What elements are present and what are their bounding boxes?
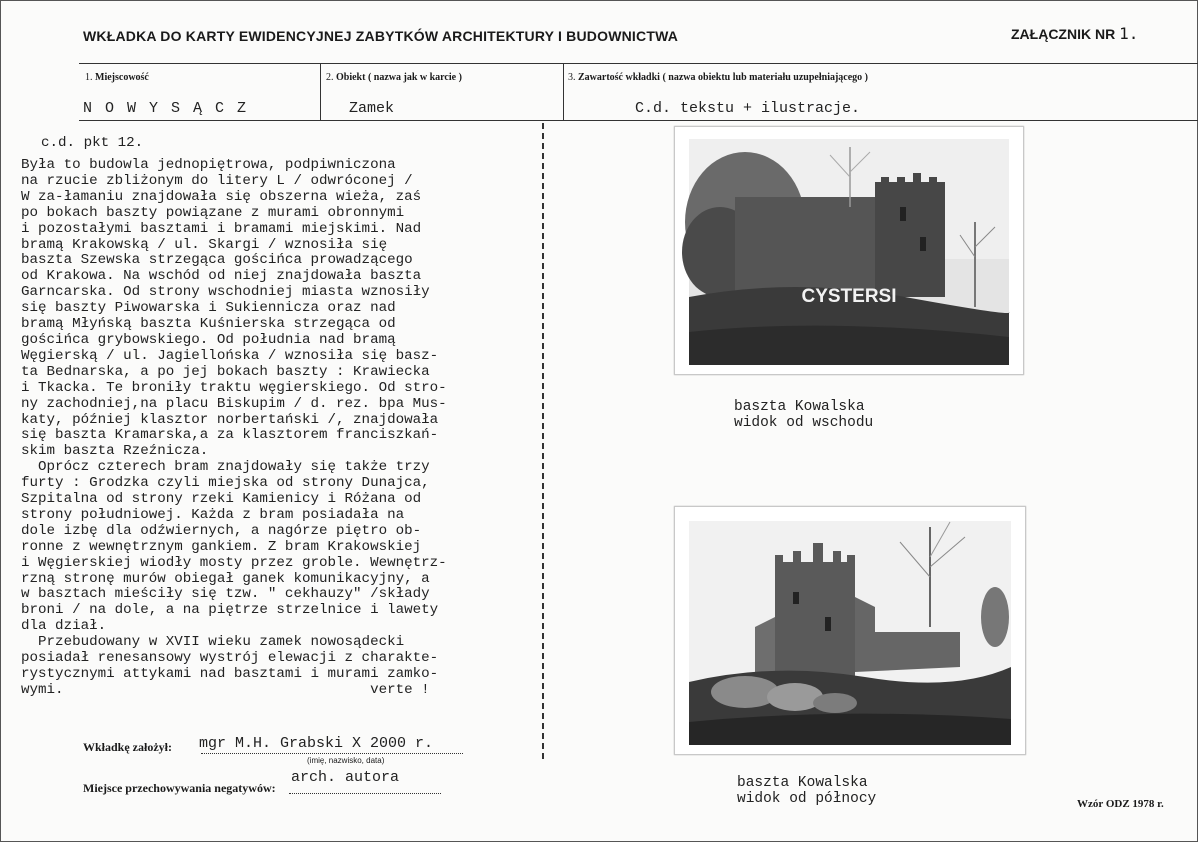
body-line: od Krakowa. Na wschód od niej znajdowała baszta xyxy=(21,268,422,285)
field-1-label: 1. Miejscowość xyxy=(85,72,149,83)
field-divider xyxy=(563,64,564,120)
body-line: i Węgierskiej wiodły mosty przez groble. Wewnętrz- xyxy=(21,554,447,571)
storage-value: arch. autora xyxy=(291,769,400,786)
body-line: i pozostałymi basztami i bramami miejskimi. Nad xyxy=(21,220,422,237)
body-line: po bokach baszty powiązane z murami obronnymi xyxy=(21,204,405,221)
body-line: wymi. verte ! xyxy=(21,681,430,698)
body-line: broni / na dole, a na piętrze strzelnice i lawety xyxy=(21,602,439,619)
body-line: na rzucie zbliżonym do litery L / odwróconej / xyxy=(21,172,413,189)
photo-bottom-caption: baszta Kowalska widok od północy xyxy=(737,775,877,807)
body-line: w basztach mieściły się tzw. " cekhauzy" /składy xyxy=(21,586,430,603)
body-line: się baszty Piwowarska i Sukiennicza oraz nad xyxy=(21,300,396,317)
photo-bottom xyxy=(674,506,1026,755)
body-line: ronne z wewnętrznym gankiem. Z bram Krakowskiej xyxy=(21,538,422,555)
body-line: i Tkacka. Te broniły traktu węgierskiego. Od stro- xyxy=(21,379,447,396)
body-line: ny zachodniej,na placu Biskupim / d. rez. bpa Mus- xyxy=(21,395,447,412)
body-line: dole izbę dla odźwiernych, a nagórze piętro ob- xyxy=(21,522,422,539)
body-line: skim baszta Rzeźnicza. xyxy=(21,443,209,460)
body-line: Oprócz czterech bram znajdowały się także trzy xyxy=(21,459,430,476)
field-2-label: 2. Obiekt ( nazwa jak w karcie ) xyxy=(326,72,462,83)
body-line: Szpitalna od strony rzeki Kamienicy i Różana od xyxy=(21,491,422,508)
column-divider xyxy=(542,123,544,759)
body-line: katy, później klasztor norbertański /, znajdowała xyxy=(21,411,439,428)
body-line: Była to budowla jednopiętrowa, podpiwniczona xyxy=(21,157,396,173)
field-3-label: 3. Zawartość wkładki ( nazwa obiektu lub materiału uzupełniającego ) xyxy=(568,72,869,83)
author-label: Wkładkę założył: xyxy=(83,740,172,754)
body-line: Przebudowany w XVII wieku zamek nowosądecki xyxy=(21,634,405,651)
field-divider xyxy=(320,64,321,120)
body-line: rzną stronę murów obiegał ganek komunikacyjny, a xyxy=(21,570,430,587)
field-1-value: N O W Y S Ą C Z xyxy=(83,100,249,117)
storage-label: Miejsce przechowywania negatywów: xyxy=(83,781,276,795)
body-line: Garncarska. Od strony wschodniej miasta wznosiły xyxy=(21,284,430,301)
attachment-label: ZAŁĄCZNIK NR xyxy=(1011,26,1116,42)
body-heading: c.d. pkt 12. xyxy=(41,135,144,151)
body-line: strony południowej. Każda z bram posiadała na xyxy=(21,506,405,523)
field-3-value: C.d. tekstu + ilustracje. xyxy=(635,100,861,117)
body-line: się baszta Kramarska,a za klasztorem franciszkań- xyxy=(21,427,439,444)
stamp-cystersi: CYSTERSI xyxy=(801,286,897,307)
fields-row xyxy=(79,63,1198,121)
body-line: Węgierską / ul. Jagiellońska / wznosiła się basz- xyxy=(21,347,439,364)
body-line: bramą Krakowską / ul. Skargi / wznosiła się xyxy=(21,236,388,253)
form-title: WKŁADKA DO KARTY EWIDENCYJNEJ ZABYTKÓW ARCHITEKTURY I BUDOWNICTWA xyxy=(83,28,679,44)
body-line: baszta Szewska strzegąca gościńca prowadzącego xyxy=(21,252,413,269)
body-line: gościńca grybowskiego. Od południa nad bramą xyxy=(21,331,396,348)
castle-north-view xyxy=(675,507,1025,754)
body-line: bramą Młyńską baszta Kuśnierska strzegąca od xyxy=(21,316,396,333)
author-hint: (imię, nazwisko, data) xyxy=(307,756,385,765)
field-2-value: Zamek xyxy=(349,100,395,117)
castle-east-view xyxy=(675,127,1023,374)
photo-top xyxy=(674,126,1024,375)
body-line: furty : Grodzka czyli miejska od strony Dunajca, xyxy=(21,475,430,492)
body-line: dla dział. xyxy=(21,618,107,635)
attachment-number xyxy=(1011,24,1138,43)
attachment-number-value: 1. xyxy=(1119,24,1139,43)
body-text xyxy=(21,158,447,699)
storage-dotted-line xyxy=(289,793,441,794)
body-line: W za-łamaniu znajdowała się obszerna wieża, zaś xyxy=(21,188,422,205)
photo-top-caption: baszta Kowalska widok od wschodu xyxy=(734,399,874,431)
body-line: posiadał renesansowy wystrój elewacji z charakte- xyxy=(21,650,439,667)
form-number: Wzór ODZ 1978 r. xyxy=(1077,798,1164,810)
author-value: mgr M.H. Grabski X 2000 r. xyxy=(199,735,434,752)
author-dotted-line xyxy=(201,753,463,754)
body-line: rystycznymi attykami nad basztami i murami zamko- xyxy=(21,666,439,682)
body-line: ta Bednarska, a po jej bokach baszty : Krawiecka xyxy=(21,363,430,380)
